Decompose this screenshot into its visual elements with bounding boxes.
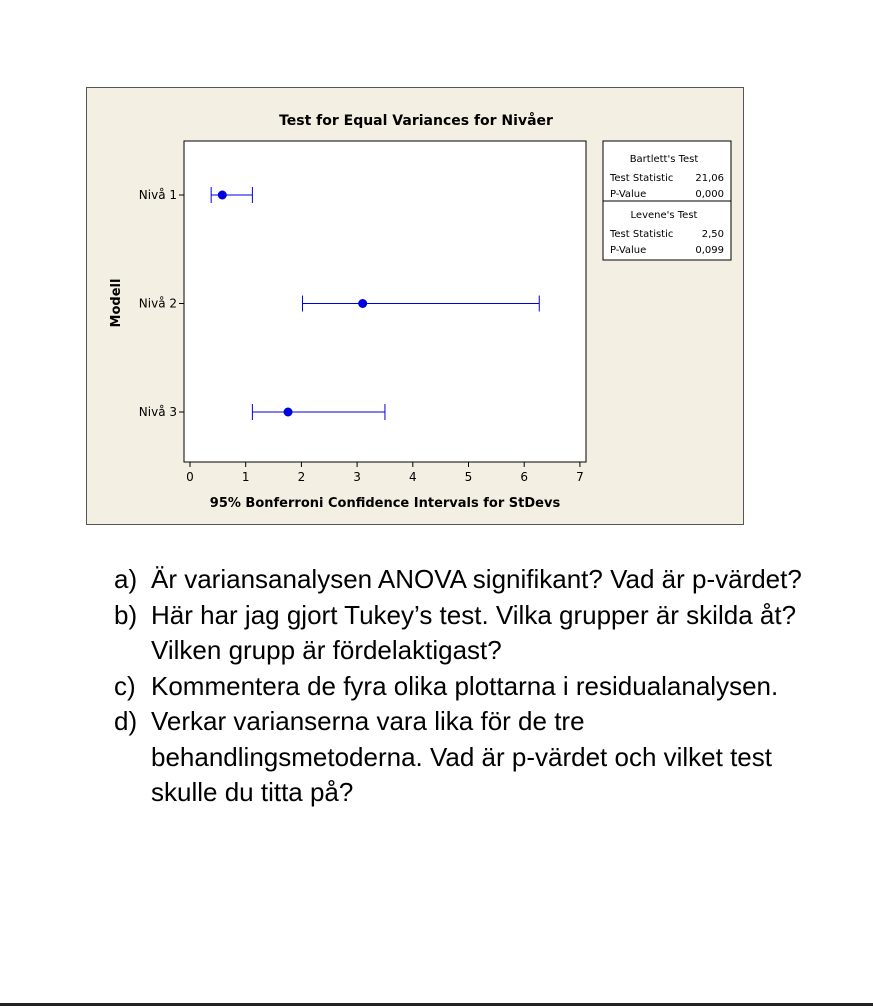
levene-pvalue-value: 0,099 <box>695 245 724 256</box>
question-text: Kommentera de fyra olika plottarna i residualanalysen. <box>151 670 779 701</box>
question-list <box>114 562 814 811</box>
chart-title: Test for Equal Variances for Nivåer <box>279 113 553 129</box>
question-item <box>114 704 814 811</box>
levene-heading: Levene's Test <box>630 210 698 221</box>
equal-variances-chart <box>87 88 745 526</box>
y-tick-label: Nivå 3 <box>138 405 177 419</box>
bartlett-statistic-value: 21,06 <box>695 173 724 184</box>
x-tick-label: 2 <box>297 470 306 484</box>
y-tick-label: Nivå 1 <box>138 188 177 202</box>
bartlett-statistic-label: Test Statistic <box>610 173 674 184</box>
x-tick-label: 0 <box>186 470 194 484</box>
levene-pvalue-label: P-Value <box>610 245 647 256</box>
bartlett-box <box>603 141 731 201</box>
question-letter: d) <box>114 706 138 736</box>
stdev-point <box>358 299 367 308</box>
levene-statistic-label: Test Statistic <box>610 229 674 240</box>
stdev-point <box>284 408 293 417</box>
question-item <box>114 669 814 705</box>
x-tick-label: 5 <box>464 470 473 484</box>
x-tick-label: 4 <box>408 470 417 484</box>
levene-box <box>603 201 731 260</box>
question-item <box>114 562 814 598</box>
x-tick-label: 3 <box>353 470 361 484</box>
y-axis-label: Modell <box>109 278 124 328</box>
question-item <box>114 598 814 669</box>
y-tick-label: Nivå 2 <box>138 296 177 311</box>
question-text: Här har jag gjort Tukey’s test. Vilka grupper är skilda åt? Vilken grupp är fördelaktigast? <box>151 599 797 665</box>
question-letter: c) <box>114 670 136 701</box>
bartlett-heading: Bartlett's Test <box>629 154 699 165</box>
question-text: Är variansanalysen ANOVA signifikant? Vad är p-värdet? <box>151 564 802 594</box>
bartlett-pvalue-value: 0,000 <box>695 189 724 200</box>
stdev-point <box>218 191 227 200</box>
question-letter: b) <box>114 599 138 630</box>
x-tick-label: 1 <box>241 470 250 484</box>
x-tick-label: 6 <box>520 470 529 484</box>
x-axis-label: 95% Bonferroni Confidence Intervals for StDevs <box>209 496 561 511</box>
question-letter: a) <box>114 564 138 594</box>
page-bottom-rule <box>0 1003 873 1006</box>
question-text: Verkar varianserna vara lika för de tre behandlingsmetoderna. Vad är p-värdet och vilket test skulle du titta på? <box>151 706 772 807</box>
bartlett-pvalue-label: P-Value <box>610 189 647 200</box>
chart-panel <box>86 87 744 525</box>
levene-statistic-value: 2,50 <box>701 229 724 240</box>
x-tick-label: 7 <box>576 470 584 484</box>
